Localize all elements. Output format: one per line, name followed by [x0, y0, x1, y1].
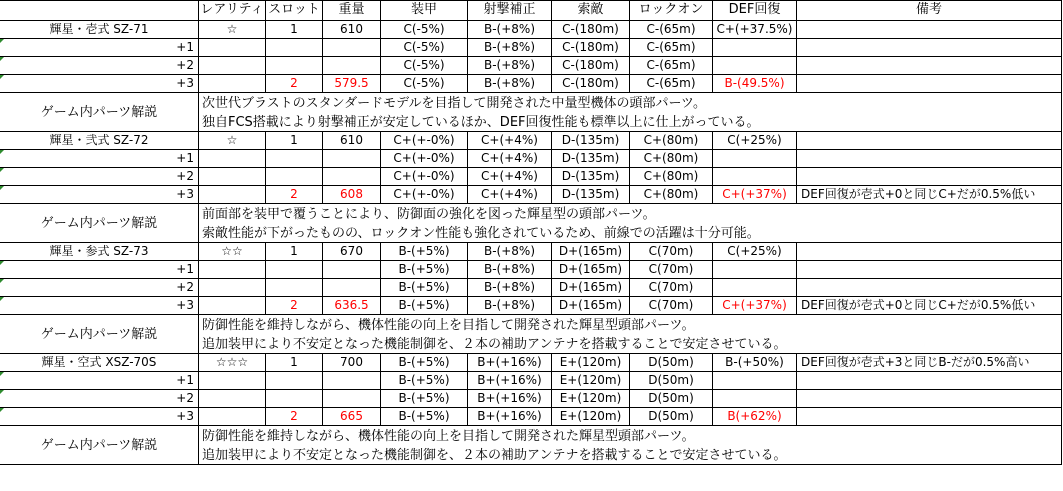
lock-cell[interactable]: C(70m) — [630, 297, 713, 315]
row-marker-icon — [0, 168, 4, 172]
upgrade-level-cell[interactable]: +1 — [0, 39, 199, 57]
weight-cell[interactable] — [323, 279, 381, 297]
description-line: 前面部を装甲で覆うことにより、防御面の強化を図った輝星型の頭部パーツ。 — [202, 207, 656, 222]
shoot-cell[interactable]: B-(+8%) — [468, 279, 552, 297]
armor-cell[interactable]: C(-5%) — [381, 39, 468, 57]
note-cell[interactable] — [797, 57, 1062, 75]
description-text[interactable] — [199, 315, 1062, 354]
weight-cell[interactable] — [323, 150, 381, 168]
weight-cell[interactable]: 579.5 — [323, 75, 381, 93]
weight-cell[interactable] — [323, 39, 381, 57]
description-line: 防御性能を維持しながら、機体性能の向上を目指して開発された輝星型頭部パーツ。 — [202, 429, 695, 444]
armor-cell[interactable]: C+(+-0%) — [381, 186, 468, 204]
shoot-cell[interactable]: B-(+8%) — [468, 39, 552, 57]
slot-cell[interactable] — [266, 390, 323, 408]
lock-cell[interactable]: D(50m) — [630, 354, 713, 372]
search-cell[interactable]: D+(165m) — [552, 297, 630, 315]
def-cell[interactable]: C+(+37%) — [713, 186, 797, 204]
def-cell[interactable]: C+(+37.5%) — [713, 21, 797, 39]
note-cell[interactable] — [797, 279, 1062, 297]
upgrade-level-cell[interactable]: +1 — [0, 261, 199, 279]
header-cell[interactable]: 装甲 — [381, 0, 468, 21]
search-cell[interactable]: D-(135m) — [552, 168, 630, 186]
shoot-cell[interactable]: B+(+16%) — [468, 390, 552, 408]
rarity-cell[interactable] — [199, 57, 266, 75]
lock-cell[interactable]: C-(65m) — [630, 75, 713, 93]
slot-cell[interactable]: 1 — [266, 354, 323, 372]
armor-cell[interactable]: C+(+-0%) — [381, 132, 468, 150]
weight-cell[interactable] — [323, 57, 381, 75]
search-cell[interactable]: E+(120m) — [552, 408, 630, 426]
slot-cell[interactable] — [266, 168, 323, 186]
lock-cell[interactable]: C-(65m) — [630, 39, 713, 57]
shoot-cell[interactable]: C+(+4%) — [468, 132, 552, 150]
rarity-cell[interactable] — [199, 408, 266, 426]
lock-cell[interactable]: C(70m) — [630, 279, 713, 297]
row-marker-icon — [0, 390, 4, 394]
search-cell[interactable]: C-(180m) — [552, 21, 630, 39]
armor-cell[interactable]: B-(+5%) — [381, 408, 468, 426]
shoot-cell[interactable]: B-(+8%) — [468, 21, 552, 39]
note-cell[interactable] — [797, 39, 1062, 57]
note-cell[interactable] — [797, 372, 1062, 390]
header-cell[interactable]: DEF回復 — [713, 0, 797, 21]
armor-cell[interactable]: C(-5%) — [381, 57, 468, 75]
search-cell[interactable]: D-(135m) — [552, 186, 630, 204]
part-name-cell[interactable]: 輝星・参式 SZ-73 — [0, 243, 199, 261]
lock-cell[interactable]: D(50m) — [630, 408, 713, 426]
slot-cell[interactable]: 1 — [266, 21, 323, 39]
description-line: 追加装甲により不安定となった機能制御を、２本の補助アンテナを搭載することで安定させている。 — [202, 337, 787, 352]
armor-cell[interactable]: C(-5%) — [381, 75, 468, 93]
header-cell[interactable] — [0, 0, 199, 21]
slot-cell[interactable]: 1 — [266, 132, 323, 150]
note-cell[interactable] — [797, 132, 1062, 150]
weight-cell[interactable]: 700 — [323, 354, 381, 372]
header-cell[interactable]: 索敵 — [552, 0, 630, 21]
rarity-cell[interactable] — [199, 39, 266, 57]
shoot-cell[interactable]: B-(+8%) — [468, 57, 552, 75]
weight-cell[interactable]: 636.5 — [323, 297, 381, 315]
upgrade-level-cell[interactable]: +3 — [0, 186, 199, 204]
rarity-cell[interactable] — [199, 297, 266, 315]
lock-cell[interactable]: C+(80m) — [630, 150, 713, 168]
header-cell[interactable]: 重量 — [323, 0, 381, 21]
rarity-cell[interactable]: ☆☆ — [199, 243, 266, 261]
rarity-cell[interactable]: ☆ — [199, 21, 266, 39]
note-cell[interactable] — [797, 75, 1062, 93]
description-label[interactable]: ゲーム内パーツ解説 — [0, 204, 199, 243]
rarity-cell[interactable] — [199, 372, 266, 390]
rarity-cell[interactable]: ☆ — [199, 132, 266, 150]
def-cell[interactable]: B(+62%) — [713, 408, 797, 426]
row-marker-icon — [0, 150, 4, 154]
armor-cell[interactable]: B-(+5%) — [381, 297, 468, 315]
def-cell[interactable]: B-(+50%) — [713, 354, 797, 372]
description-line: 索敵性能が下がったものの、ロックオン性能も強化されているため、前線での活躍は十分可能。 — [202, 226, 760, 241]
search-cell[interactable]: D+(165m) — [552, 243, 630, 261]
armor-cell[interactable]: B-(+5%) — [381, 372, 468, 390]
row-marker-icon — [0, 39, 4, 43]
armor-cell[interactable]: B-(+5%) — [381, 243, 468, 261]
row-marker-icon — [0, 57, 4, 61]
rarity-cell[interactable]: ☆☆☆ — [199, 354, 266, 372]
part-name-cell[interactable]: 輝星・空式 XSZ-70S — [0, 354, 199, 372]
header-cell[interactable]: ロックオン — [630, 0, 713, 21]
slot-cell[interactable] — [266, 57, 323, 75]
description-text[interactable] — [199, 426, 1062, 465]
armor-cell[interactable]: B-(+5%) — [381, 390, 468, 408]
search-cell[interactable]: E+(120m) — [552, 390, 630, 408]
lock-cell[interactable]: C(70m) — [630, 243, 713, 261]
part-name-cell[interactable]: 輝星・弐式 SZ-72 — [0, 132, 199, 150]
upgrade-level-cell[interactable]: +3 — [0, 75, 199, 93]
def-cell[interactable]: C(+25%) — [713, 132, 797, 150]
upgrade-level-cell[interactable]: +1 — [0, 372, 199, 390]
row-marker-icon — [0, 75, 4, 79]
header-cell[interactable]: スロット — [266, 0, 323, 21]
def-cell[interactable] — [713, 168, 797, 186]
weight-cell[interactable]: 610 — [323, 21, 381, 39]
row-marker-icon — [0, 279, 4, 283]
search-cell[interactable]: D+(165m) — [552, 279, 630, 297]
slot-cell[interactable] — [266, 372, 323, 390]
armor-cell[interactable]: B-(+5%) — [381, 354, 468, 372]
rarity-cell[interactable] — [199, 168, 266, 186]
description-label[interactable]: ゲーム内パーツ解説 — [0, 315, 199, 354]
rarity-cell[interactable] — [199, 261, 266, 279]
note-cell[interactable]: DEF回復が壱式+0と同じC+だが0.5%低い — [797, 297, 1062, 315]
note-cell[interactable] — [797, 408, 1062, 426]
weight-cell[interactable]: 610 — [323, 132, 381, 150]
note-cell[interactable] — [797, 168, 1062, 186]
armor-cell[interactable]: C+(+-0%) — [381, 168, 468, 186]
description-text[interactable] — [199, 204, 1062, 243]
upgrade-level-cell[interactable]: +3 — [0, 297, 199, 315]
note-cell[interactable] — [797, 243, 1062, 261]
slot-cell[interactable]: 1 — [266, 243, 323, 261]
rarity-cell[interactable] — [199, 186, 266, 204]
def-cell[interactable] — [713, 279, 797, 297]
upgrade-level-cell[interactable]: +2 — [0, 57, 199, 75]
search-cell[interactable]: C-(180m) — [552, 57, 630, 75]
row-marker-icon — [0, 186, 4, 190]
def-cell[interactable]: C(+25%) — [713, 243, 797, 261]
def-cell[interactable] — [713, 261, 797, 279]
note-cell[interactable] — [797, 261, 1062, 279]
shoot-cell[interactable]: B-(+8%) — [468, 297, 552, 315]
weight-cell[interactable]: 665 — [323, 408, 381, 426]
weight-cell[interactable] — [323, 168, 381, 186]
lock-cell[interactable]: C+(80m) — [630, 132, 713, 150]
description-text[interactable] — [199, 93, 1062, 132]
search-cell[interactable]: E+(120m) — [552, 372, 630, 390]
lock-cell[interactable]: C+(80m) — [630, 168, 713, 186]
lock-cell[interactable]: C-(65m) — [630, 57, 713, 75]
shoot-cell[interactable]: B+(+16%) — [468, 408, 552, 426]
slot-cell[interactable]: 2 — [266, 408, 323, 426]
slot-cell[interactable] — [266, 261, 323, 279]
shoot-cell[interactable]: B-(+8%) — [468, 261, 552, 279]
search-cell[interactable]: C-(180m) — [552, 75, 630, 93]
rarity-cell[interactable] — [199, 150, 266, 168]
upgrade-level-cell[interactable]: +2 — [0, 390, 199, 408]
row-marker-icon — [0, 297, 4, 301]
def-cell[interactable] — [713, 39, 797, 57]
armor-cell[interactable]: B-(+5%) — [381, 279, 468, 297]
def-cell[interactable] — [713, 372, 797, 390]
shoot-cell[interactable]: C+(+4%) — [468, 150, 552, 168]
description-line: 防御性能を維持しながら、機体性能の向上を目指して開発された輝星型頭部パーツ。 — [202, 318, 695, 333]
upgrade-level-cell[interactable]: +2 — [0, 168, 199, 186]
weight-cell[interactable] — [323, 261, 381, 279]
slot-cell[interactable]: 2 — [266, 75, 323, 93]
note-cell[interactable]: DEF回復が壱式+3と同じB-だが0.5%高い — [797, 354, 1062, 372]
search-cell[interactable]: C-(180m) — [552, 39, 630, 57]
slot-cell[interactable]: 2 — [266, 186, 323, 204]
search-cell[interactable]: D+(165m) — [552, 261, 630, 279]
def-cell[interactable]: C+(+37%) — [713, 297, 797, 315]
def-cell[interactable] — [713, 150, 797, 168]
header-cell[interactable]: 備考 — [797, 0, 1062, 21]
armor-cell[interactable]: B-(+5%) — [381, 261, 468, 279]
note-cell[interactable] — [797, 390, 1062, 408]
lock-cell[interactable]: C(70m) — [630, 261, 713, 279]
lock-cell[interactable]: C-(65m) — [630, 21, 713, 39]
rarity-cell[interactable] — [199, 279, 266, 297]
upgrade-level-cell[interactable]: +1 — [0, 150, 199, 168]
description-line: 追加装甲により不安定となった機能制御を、２本の補助アンテナを搭載することで安定させている。 — [202, 448, 787, 463]
note-cell[interactable] — [797, 150, 1062, 168]
shoot-cell[interactable]: B-(+8%) — [468, 243, 552, 261]
lock-cell[interactable]: D(50m) — [630, 372, 713, 390]
slot-cell[interactable] — [266, 279, 323, 297]
lock-cell[interactable]: C+(80m) — [630, 186, 713, 204]
search-cell[interactable]: D-(135m) — [552, 150, 630, 168]
shoot-cell[interactable]: C+(+4%) — [468, 168, 552, 186]
shoot-cell[interactable]: C+(+4%) — [468, 186, 552, 204]
description-label[interactable]: ゲーム内パーツ解説 — [0, 93, 199, 132]
armor-cell[interactable]: C(-5%) — [381, 21, 468, 39]
weight-cell[interactable]: 670 — [323, 243, 381, 261]
weight-cell[interactable]: 608 — [323, 186, 381, 204]
slot-cell[interactable] — [266, 39, 323, 57]
description-line: 次世代ブラストのスタンダードモデルを目指して開発された中量型機体の頭部パーツ。 — [202, 96, 707, 111]
note-cell[interactable] — [797, 21, 1062, 39]
weight-cell[interactable] — [323, 390, 381, 408]
description-label[interactable]: ゲーム内パーツ解説 — [0, 426, 199, 465]
row-marker-icon — [0, 372, 4, 376]
rarity-cell[interactable] — [199, 390, 266, 408]
def-cell[interactable]: B-(49.5%) — [713, 75, 797, 93]
def-cell[interactable] — [713, 57, 797, 75]
shoot-cell[interactable]: B+(+16%) — [468, 354, 552, 372]
row-marker-icon — [0, 261, 4, 265]
part-name-cell[interactable]: 輝星・壱式 SZ-71 — [0, 21, 199, 39]
search-cell[interactable]: D-(135m) — [552, 132, 630, 150]
search-cell[interactable]: E+(120m) — [552, 354, 630, 372]
shoot-cell[interactable]: B+(+16%) — [468, 372, 552, 390]
shoot-cell[interactable]: B-(+8%) — [468, 75, 552, 93]
upgrade-level-cell[interactable]: +3 — [0, 408, 199, 426]
lock-cell[interactable]: D(50m) — [630, 390, 713, 408]
header-cell[interactable]: レアリティ — [199, 0, 266, 21]
slot-cell[interactable] — [266, 150, 323, 168]
slot-cell[interactable]: 2 — [266, 297, 323, 315]
weight-cell[interactable] — [323, 372, 381, 390]
header-cell[interactable]: 射撃補正 — [468, 0, 552, 21]
upgrade-level-cell[interactable]: +2 — [0, 279, 199, 297]
row-marker-icon — [0, 408, 4, 412]
note-cell[interactable]: DEF回復が壱式+0と同じC+だが0.5%低い — [797, 186, 1062, 204]
description-line: 独自FCS搭載により射撃補正が安定しているほか、DEF回復性能も標準以上に仕上がっている。 — [202, 115, 760, 130]
def-cell[interactable] — [713, 390, 797, 408]
armor-cell[interactable]: C+(+-0%) — [381, 150, 468, 168]
rarity-cell[interactable] — [199, 75, 266, 93]
